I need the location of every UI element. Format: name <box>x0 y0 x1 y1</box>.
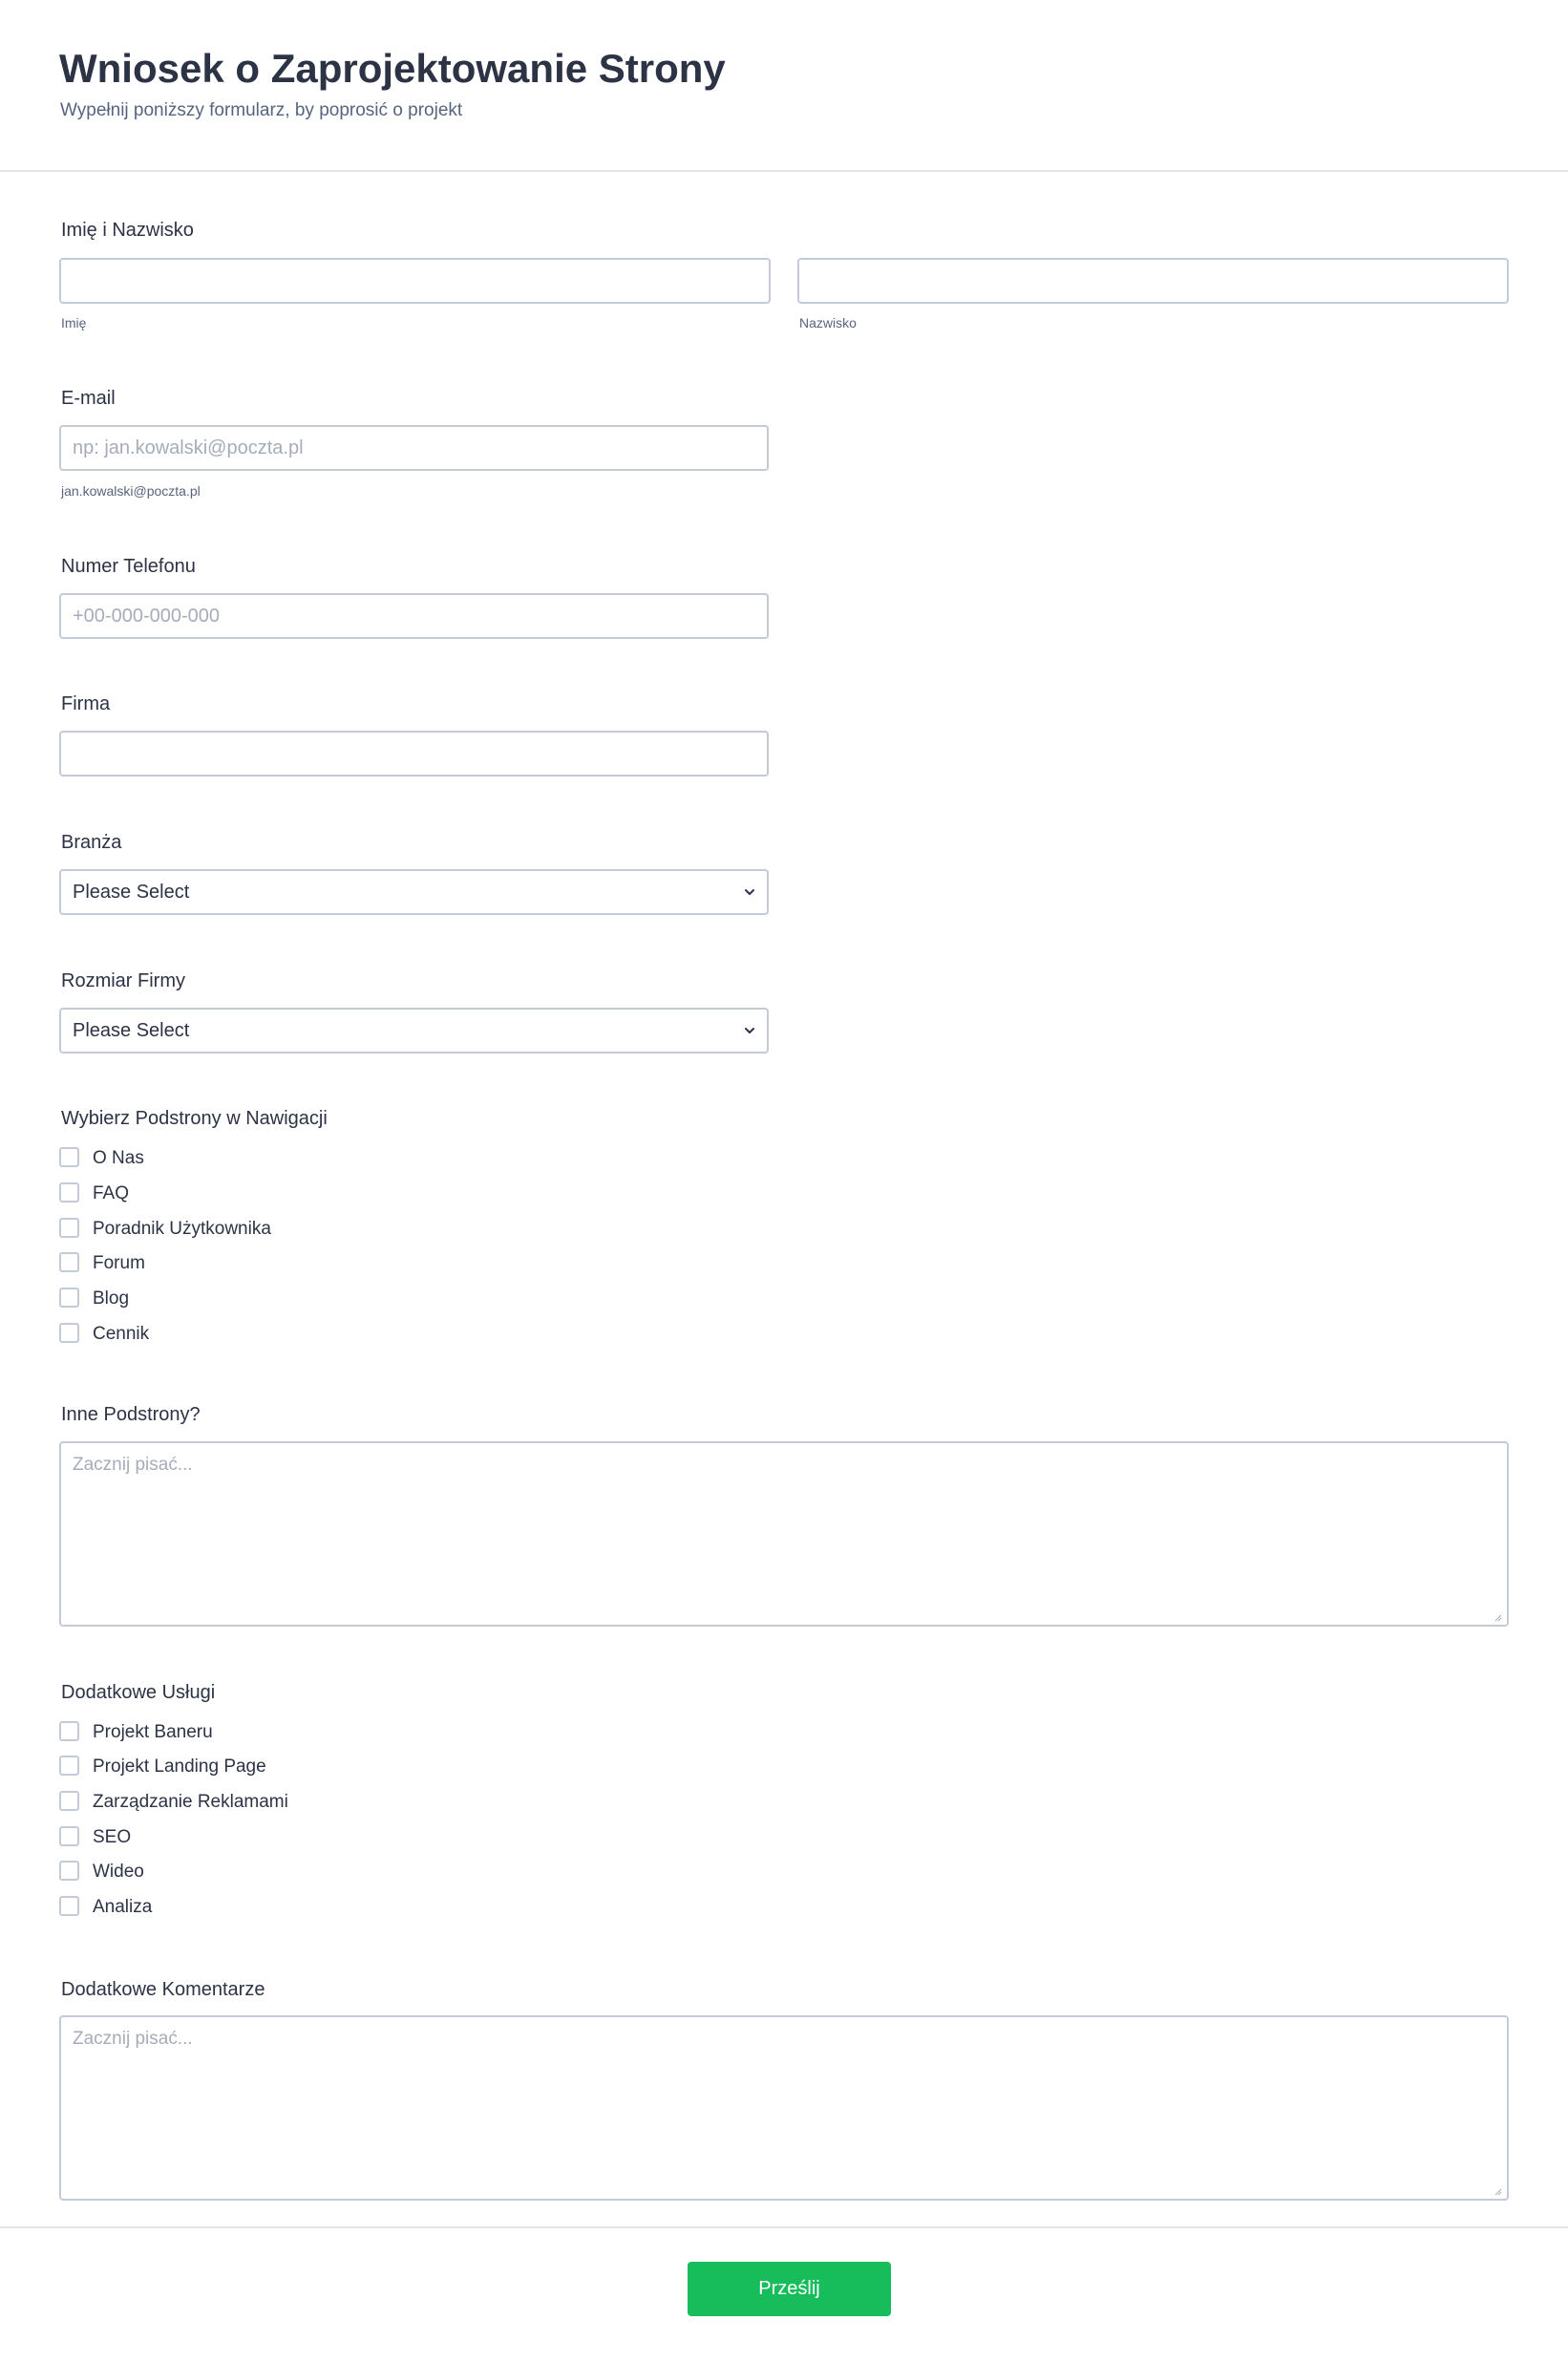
services-label: Dodatkowe Usługi <box>61 1682 216 1703</box>
checkbox-analiza[interactable] <box>59 1895 441 1920</box>
company-label: Firma <box>61 693 111 714</box>
checkbox-label: Forum <box>93 1253 145 1273</box>
chevron-down-icon <box>742 1023 757 1038</box>
checkbox-blog[interactable] <box>59 1287 441 1311</box>
email-label: E-mail <box>61 388 116 409</box>
checkbox-forum[interactable] <box>59 1251 441 1276</box>
other-pages-textarea[interactable] <box>59 1441 1509 1627</box>
first-name-sublabel: Imię <box>61 315 87 330</box>
resize-grip-icon[interactable] <box>1493 1612 1502 1622</box>
checkbox-reklamy[interactable] <box>59 1790 441 1815</box>
company-size-select[interactable] <box>59 1008 769 1054</box>
checkbox-box[interactable] <box>59 1218 79 1238</box>
page-title: Wniosek o Zaprojektowanie Strony <box>59 46 726 91</box>
checkbox-label: Projekt Baneru <box>93 1722 213 1742</box>
first-name-input[interactable] <box>59 258 771 304</box>
nav-pages-label: Wybierz Podstrony w Nawigacji <box>61 1108 328 1129</box>
checkbox-label: Zarządzanie Reklamami <box>93 1792 288 1812</box>
name-label: Imię i Nazwisko <box>61 220 194 241</box>
phone-input[interactable] <box>59 593 769 639</box>
checkbox-label: Analiza <box>93 1897 153 1917</box>
checkbox-box[interactable] <box>59 1147 79 1167</box>
checkbox-o-nas[interactable] <box>59 1146 441 1171</box>
checkbox-label: FAQ <box>93 1183 130 1203</box>
checkbox-box[interactable] <box>59 1252 79 1272</box>
checkbox-seo[interactable] <box>59 1825 441 1850</box>
checkbox-landing-page[interactable] <box>59 1755 441 1779</box>
resize-grip-icon[interactable] <box>1493 2186 1502 2196</box>
checkbox-box[interactable] <box>59 1288 79 1308</box>
email-sublabel: jan.kowalski@poczta.pl <box>61 483 201 499</box>
checkbox-box[interactable] <box>59 1756 79 1776</box>
page-subtitle: Wypełnij poniższy formularz, by poprosić o projekt <box>60 100 463 120</box>
industry-select-value: Please Select <box>73 882 190 903</box>
checkbox-wideo[interactable] <box>59 1860 441 1884</box>
comments-textarea[interactable] <box>59 2015 1509 2201</box>
company-size-select-value: Please Select <box>73 1020 190 1041</box>
checkbox-box[interactable] <box>59 1826 79 1846</box>
other-pages-label: Inne Podstrony? <box>61 1404 201 1425</box>
phone-label: Numer Telefonu <box>61 556 196 577</box>
checkbox-label: SEO <box>93 1827 132 1847</box>
checkbox-label: Poradnik Użytkownika <box>93 1219 271 1239</box>
checkbox-box[interactable] <box>59 1721 79 1741</box>
chevron-down-icon <box>742 884 757 900</box>
checkbox-cennik[interactable] <box>59 1322 441 1347</box>
submit-button[interactable]: Prześlij <box>688 2262 891 2316</box>
last-name-sublabel: Nazwisko <box>799 315 857 330</box>
checkbox-box[interactable] <box>59 1896 79 1916</box>
comments-label: Dodatkowe Komentarze <box>61 1979 265 2000</box>
checkbox-label: Projekt Landing Page <box>93 1756 266 1777</box>
industry-label: Branża <box>61 832 122 853</box>
checkbox-box[interactable] <box>59 1323 79 1343</box>
checkbox-box[interactable] <box>59 1182 79 1203</box>
checkbox-box[interactable] <box>59 1861 79 1881</box>
checkbox-label: Blog <box>93 1288 130 1309</box>
company-size-label: Rozmiar Firmy <box>61 970 185 991</box>
checkbox-label: Cennik <box>93 1324 150 1344</box>
form-header <box>0 0 1568 172</box>
checkbox-projekt-baneru[interactable] <box>59 1720 441 1745</box>
company-input[interactable] <box>59 731 769 777</box>
industry-select[interactable] <box>59 869 769 915</box>
email-input[interactable] <box>59 425 769 471</box>
checkbox-box[interactable] <box>59 1791 79 1811</box>
checkbox-label: O Nas <box>93 1148 144 1168</box>
checkbox-faq[interactable] <box>59 1182 441 1206</box>
last-name-input[interactable] <box>797 258 1509 304</box>
checkbox-poradnik[interactable] <box>59 1217 441 1242</box>
checkbox-label: Wideo <box>93 1862 144 1882</box>
